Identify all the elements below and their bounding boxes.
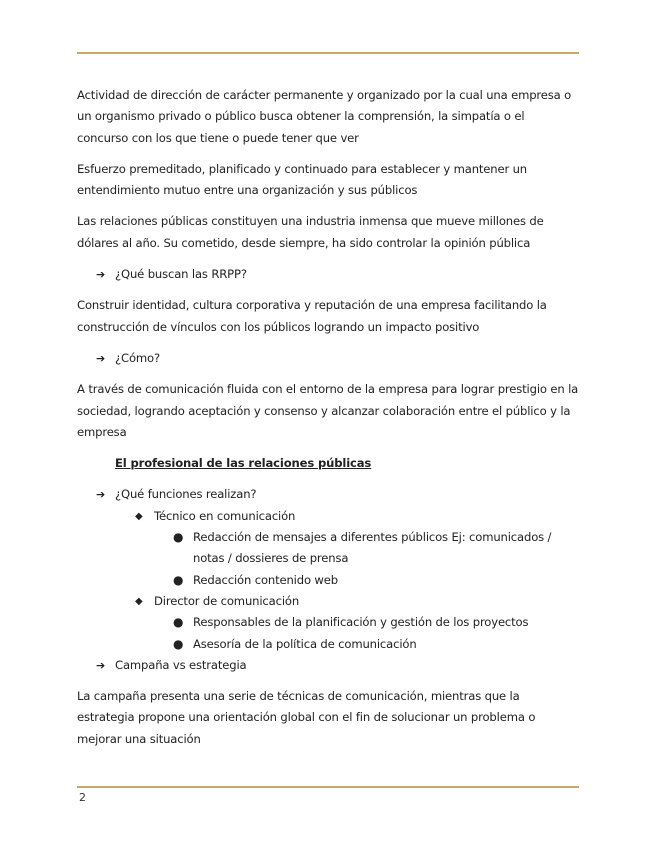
question-what-text: ¿Qué buscan las RRPP? bbox=[115, 267, 247, 282]
diamond-bullet-icon: ◆ bbox=[135, 510, 143, 522]
dot-bullet-icon: ● bbox=[173, 530, 184, 545]
arrow-icon: ➔ bbox=[96, 488, 106, 502]
dot-bullet-icon: ● bbox=[173, 615, 184, 630]
arrow-icon: ➔ bbox=[96, 268, 106, 282]
dot-bullet-icon: ● bbox=[173, 572, 184, 587]
list-item-planning bbox=[77, 612, 579, 633]
list-item-technician-text: Técnico en comunicación bbox=[154, 508, 296, 523]
question-how-text: ¿Cómo? bbox=[115, 350, 160, 365]
list-item-planning-text: Responsables de la planificación y gestión de los proyectos bbox=[193, 615, 529, 630]
paragraph-campaign-vs-strategy: La campaña presenta una serie de técnicas de comunicación, mientras que la estrategia propone una orientación global con el fin de solucionar un problema o mejorar una situación bbox=[77, 689, 536, 746]
header-rule bbox=[77, 52, 579, 54]
list-item-web-content-text: Redacción contenido web bbox=[193, 572, 338, 587]
list-item-web-content bbox=[77, 570, 579, 591]
list-item-advisory bbox=[77, 634, 579, 655]
footer-rule bbox=[77, 786, 579, 788]
list-item-messages bbox=[77, 527, 579, 570]
paragraph-industry: Las relaciones públicas constituyen una industria inmensa que mueve millones de dólares al año. Su cometido, desde siempre, ha sido controlar la opinión pública bbox=[77, 214, 544, 250]
list-item-director bbox=[77, 591, 579, 612]
arrow-icon: ➔ bbox=[96, 351, 106, 365]
list-item-functions bbox=[77, 484, 579, 505]
section-heading: El profesional de las relaciones públicas bbox=[115, 456, 372, 471]
question-how bbox=[77, 348, 579, 369]
list-item-technician bbox=[77, 506, 579, 527]
paragraph-method: A través de comunicación fluida con el entorno de la empresa para lograr prestigio en la sociedad, logrando aceptación y consenso y alcanzar colaboración entre el público y la empresa bbox=[77, 382, 579, 439]
page-number: 2 bbox=[79, 791, 86, 804]
document-body bbox=[77, 85, 579, 760]
paragraph-definition-1: Actividad de dirección de carácter permanente y organizado por la cual una empresa o un organismo privado o público busca obtener la comprensión, la simpatía o el concurso con los que tiene o puede tener que ver bbox=[77, 88, 572, 145]
arrow-icon: ➔ bbox=[96, 658, 106, 672]
paragraph-definition-2: Esfuerzo premeditado, planificado y continuado para establecer y mantener un entendimiento mutuo entre una organización y sus públicos bbox=[77, 161, 528, 198]
list-item-functions-text: ¿Qué funciones realizan? bbox=[115, 487, 257, 502]
list-item-messages-text: Redacción de mensajes a diferentes públicos Ej: comunicados / notas / dossieres de prensa bbox=[193, 530, 552, 566]
diamond-bullet-icon: ◆ bbox=[135, 595, 143, 607]
list-item-director-text: Director de comunicación bbox=[154, 593, 300, 608]
list-item-campaign-text: Campaña vs estrategia bbox=[115, 657, 247, 672]
dot-bullet-icon: ● bbox=[173, 636, 184, 651]
paragraph-goal: Construir identidad, cultura corporativa y reputación de una empresa facilitando la construcción de vínculos con los públicos logrando un impacto positivo bbox=[77, 298, 547, 334]
question-what bbox=[77, 264, 579, 285]
list-item-advisory-text: Asesoría de la política de comunicación bbox=[193, 636, 417, 651]
list-item-campaign bbox=[77, 655, 579, 676]
